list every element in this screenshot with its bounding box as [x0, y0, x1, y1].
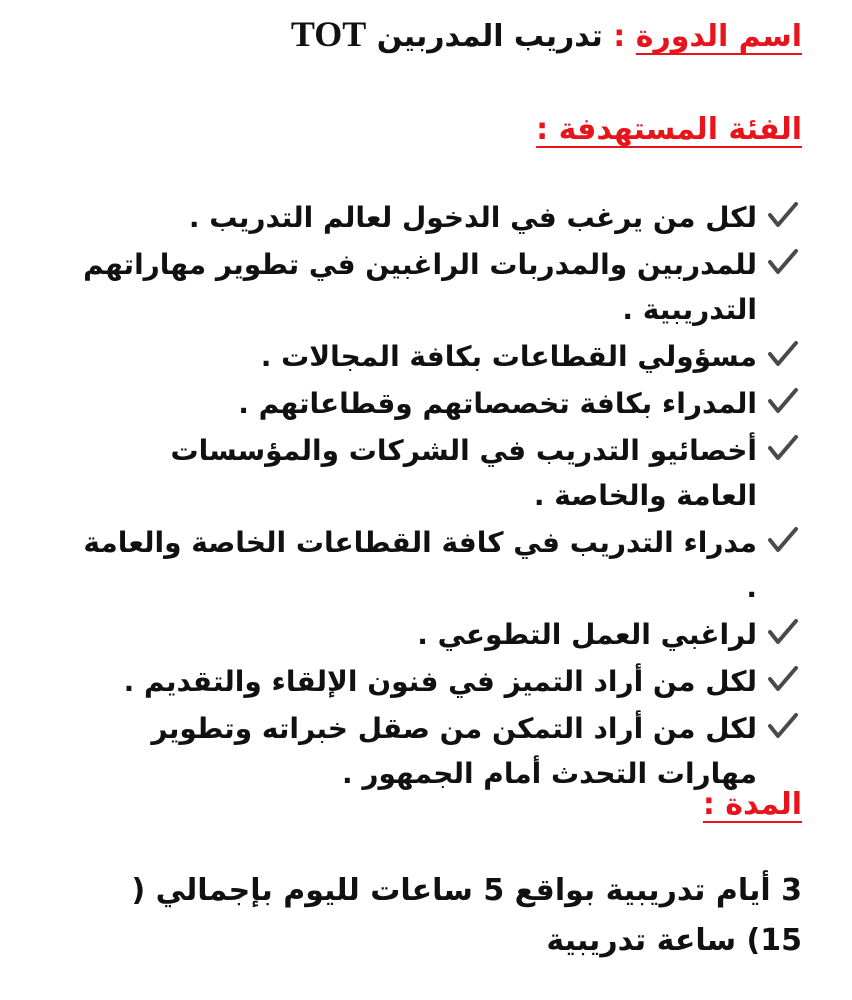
list-item — [82, 659, 802, 704]
check-icon — [766, 615, 800, 649]
check-icon — [766, 662, 800, 696]
check-icon — [766, 245, 800, 279]
check-icon — [766, 384, 800, 418]
target-group-heading — [536, 110, 802, 150]
course-name-label: اسم الدورة — [635, 19, 802, 54]
list-item-text: المدراء بكافة تخصصاتهم وقطاعاتهم . — [238, 387, 757, 420]
duration-label: المدة : — [702, 787, 802, 822]
target-group-list — [82, 195, 802, 798]
list-item-text: أخصائيو التدريب في الشركات والمؤسسات العامة والخاصة . — [170, 434, 757, 512]
target-group-label: الفئة المستهدفة : — [536, 112, 802, 147]
list-item-text: لكل من أراد التميز في فنون الإلقاء والتقديم . — [123, 665, 757, 698]
list-item-text: لكل من يرغب في الدخول لعالم التدريب . — [188, 201, 757, 234]
check-icon — [766, 198, 800, 232]
list-item — [82, 381, 802, 426]
list-item — [82, 334, 802, 379]
list-item-text: للمدربين والمدربات الراغبين في تطوير مهاراتهم التدريبية . — [83, 248, 757, 326]
list-item-text: لراغبي العمل التطوعي . — [417, 618, 757, 651]
list-item-text: لكل من أراد التمكن من صقل خبراته وتطوير مهارات التحدث أمام الجمهور . — [151, 712, 757, 790]
course-name-value: تدريب المدربين — [376, 19, 603, 54]
list-item — [82, 242, 802, 332]
list-item — [82, 612, 802, 657]
check-icon — [766, 337, 800, 371]
check-icon — [766, 709, 800, 743]
check-icon — [766, 431, 800, 465]
list-item-text: مدراء التدريب في كافة القطاعات الخاصة والعامة . — [83, 526, 757, 604]
list-item — [82, 520, 802, 610]
check-icon — [766, 523, 800, 557]
list-item-text: مسؤولي القطاعات بكافة المجالات . — [260, 340, 757, 373]
list-item — [82, 428, 802, 518]
duration-text: 3 أيام تدريبية بواقع 5 ساعات لليوم بإجمالي ( 15) ساعة تدريبية — [131, 873, 802, 958]
course-code: TOT — [290, 14, 367, 54]
list-item — [82, 195, 802, 240]
course-name-line — [291, 14, 802, 57]
course-name-colon: : — [613, 19, 626, 54]
duration-heading — [703, 785, 802, 825]
list-item — [82, 706, 802, 796]
